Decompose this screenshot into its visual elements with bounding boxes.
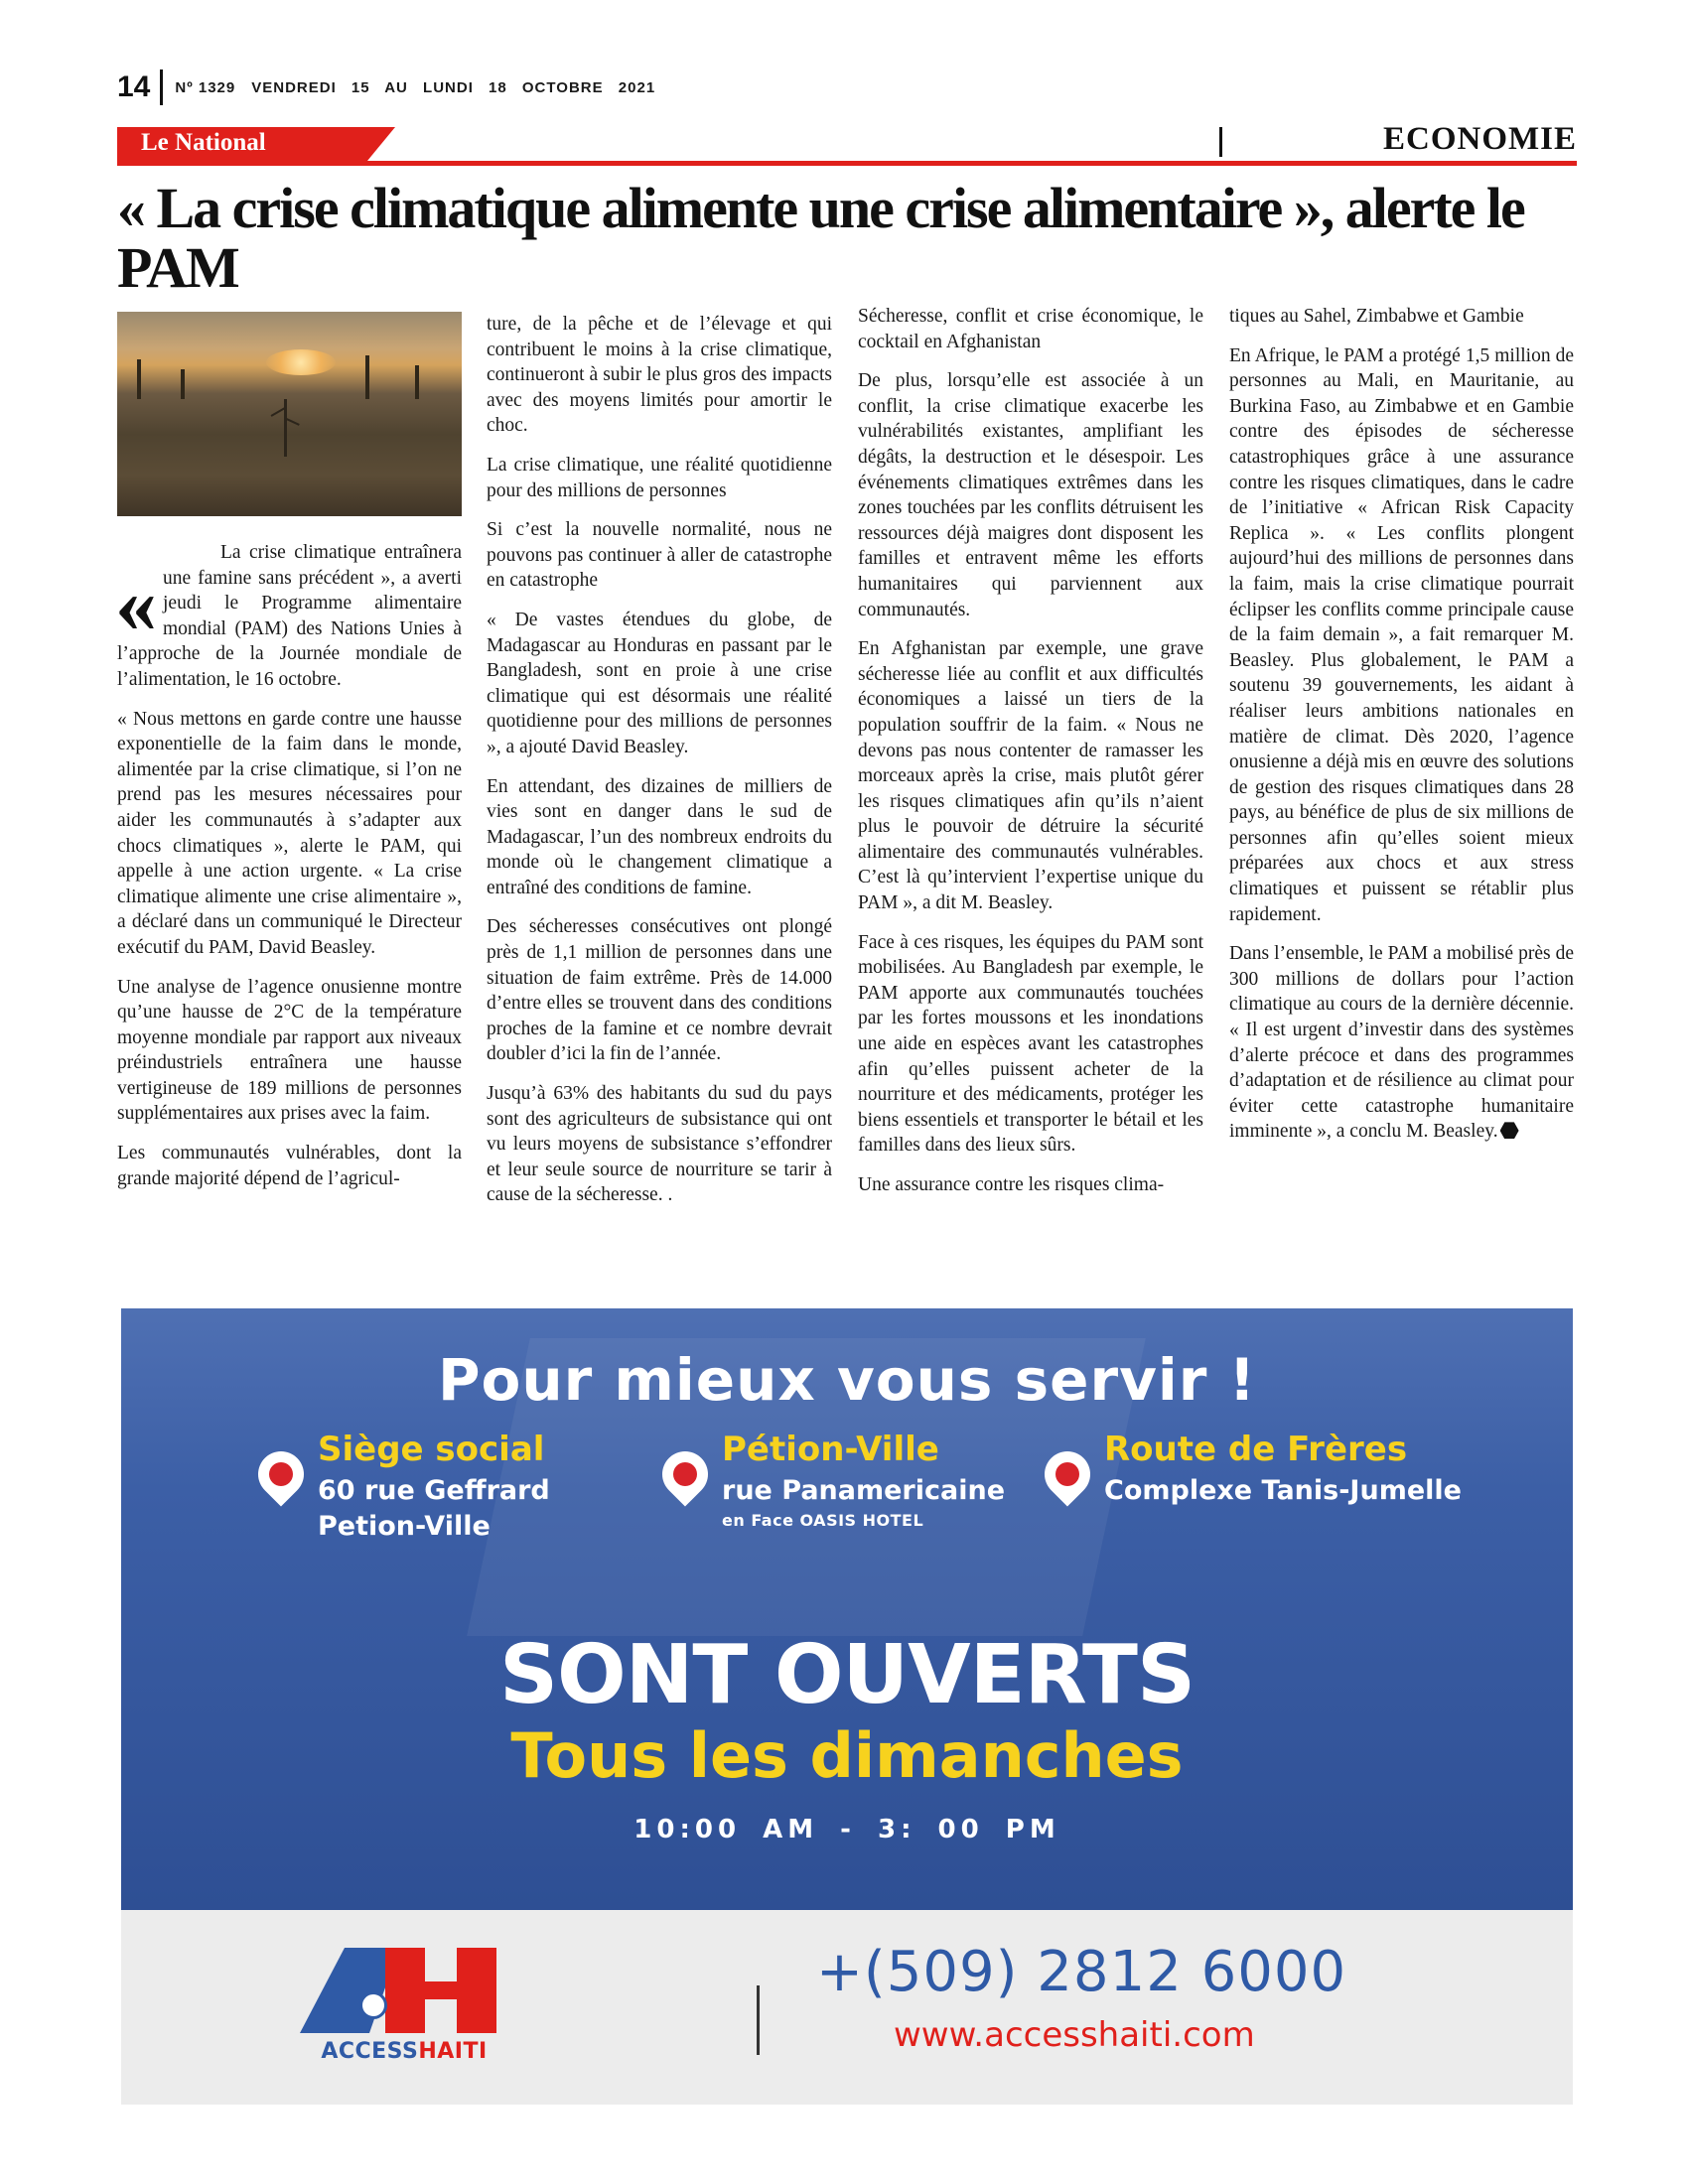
paragraph: En attendant, des dizaines de milliers de vies sont en danger dans le sud de Madagascar, l’un des nombreux endroits du monde où le changement climatique a entraîné des conditions de famine. (487, 775, 832, 898)
paragraph (1229, 941, 1574, 1145)
newspaper-brand: Le National (117, 127, 367, 161)
subheading: tiques au Sahel, Zimbabwe et Gambie (1229, 306, 1524, 327)
logo-word-haiti: HAITI (418, 2039, 488, 2064)
tree-silhouette (137, 359, 141, 399)
tree-silhouette (181, 369, 185, 399)
location-address: 60 rue Geffrard (318, 1475, 550, 1506)
paragraph: « Nous mettons en garde contre une hausse exponentielle de la faim dans le monde, alimentée par la crise climatique, si l’on ne prend pas les mesures nécessaires pour aider les communautés à s’adapter aux chocs climatiques », alerte le PAM, qui appelle à une action urgente. « La crise climatique alimente une crise alimentaire », a déclaré dans un communiqué le Directeur exécutif du PAM, David Beasley. (117, 708, 462, 958)
ad-open-hours: 10:00 AM - 3: 00 PM (633, 1815, 1060, 1844)
ad-title: Pour mieux vous servir ! (437, 1346, 1257, 1414)
article-lead (117, 540, 462, 693)
access-haiti-logo (290, 1948, 518, 2064)
logo-h-bar (385, 1981, 496, 1999)
section-divider (1219, 127, 1222, 157)
paragraph: Une analyse de l’agence onusienne montre qu’une hausse de 2°C de la température moyenne mondiale par rapport aux niveaux préindustriels entraînera une hausse vertigineuse de 189 millions de personnes supplémentaires aux prises avec la faim. (117, 976, 462, 1125)
ad-open-title: SONT OUVERTS (498, 1628, 1196, 1722)
section-name: ECONOMIE (1382, 121, 1577, 157)
issue-number: Nº 1329 (175, 78, 236, 96)
article-column-3 (858, 304, 1203, 1212)
map-pin-icon (1035, 1441, 1099, 1506)
location-note: en Face OASIS HOTEL (722, 1511, 924, 1530)
dry-sapling (284, 399, 287, 457)
logo-word-access: ACCESS (321, 2039, 419, 2064)
page-folio (117, 69, 655, 105)
location-name: Siège social (318, 1430, 545, 1469)
sunset-glow (266, 349, 336, 375)
location-address: Complexe Tanis-Jumelle (1104, 1475, 1462, 1506)
article-photo (117, 312, 462, 516)
globe-icon (359, 1991, 387, 2019)
subheading: Sécheresse, conflit et crise économique, le cocktail en Afghanistan (858, 306, 1203, 352)
subheading: La crise climatique, une réalité quotidienne pour des millions de personnes (487, 454, 832, 501)
paragraph: De plus, lorsqu’elle est associée à un conflit, la crise climatique exacerbe les vulnérabilités existantes, amplifiant les dégâts, la destruction et le désespoir. Les événements climatiques extrêmes dans les zones touchées par les conflits détruisent les ressources déjà maigres dont disposent les familles et entravent même les efforts humanitaires qui parviennent aux communautés. (858, 370, 1203, 620)
paragraph-text: Dans l’ensemble, le PAM a mobilisé près de 300 millions de dollars pour l’action climatique au cours de la dernière décennie. « Il est urgent d’investir dans des systèmes d’alerte précoce et dans des programmes d’adaptation et de résilience au climat pour éviter cette catastrophe humanitaire imminente », a conclu M. Beasley. (1229, 943, 1574, 1143)
article-column-1 (117, 312, 462, 1205)
location-city: Petion-Ville (318, 1511, 491, 1542)
paragraph: En Afghanistan par exemple, une grave sécheresse liée au conflit et aux difficultés économiques a laissé un tiers de la population souffrir de la faim. « Nous ne devons pas nous contenter de ramasser les morceaux après la crise, mais plutôt gérer les risques climatiques afin qu’ils n’aient plus le pouvoir de détruire la sécurité alimentaire des communautés vulnérables. C’est là qu’intervient l’expertise unique du PAM », a dit M. Beasley. (858, 638, 1203, 914)
location-address: rue Panamericaine (722, 1475, 1006, 1506)
paragraph: Les communautés vulnérables, dont la grande majorité dépend de l’agricul- (117, 1143, 462, 1189)
logo-a-shape (300, 1948, 399, 2033)
tree-silhouette (415, 365, 419, 399)
article-column-4 (1229, 304, 1574, 1159)
advertisement[interactable] (121, 1308, 1573, 2105)
map-pin-icon (652, 1441, 717, 1506)
ad-open-days: Tous les dimanches (510, 1719, 1184, 1792)
subheading: Une assurance contre les risques clima- (858, 1174, 1165, 1195)
issue-date: VENDREDI 15 AU LUNDI 18 OCTOBRE 2021 (251, 78, 656, 96)
location-name: Pétion-Ville (722, 1430, 939, 1469)
article-headline: « La crise climatique alimente une crise alimentaire », alerte le PAM (117, 176, 1524, 300)
tree-silhouette (365, 355, 369, 399)
paragraph: Si c’est la nouvelle normalité, nous ne pouvons pas continuer à aller de catastrophe en catastrophe (487, 519, 832, 592)
paragraph: « De vastes étendues du globe, de Madagascar au Honduras en passant par le Bangladesh, sont en proie à une crise climatique qui est désormais une réalité quotidienne pour des millions de personnes », a ajouté David Beasley. (487, 609, 832, 757)
ad-divider (757, 1985, 760, 2055)
logo-wordmark (290, 2039, 518, 2064)
red-rule (117, 161, 1577, 166)
website-link[interactable]: www.accesshaiti.com (894, 2015, 1255, 2055)
phone-number[interactable]: +(509) 2812 6000 (816, 1940, 1347, 2004)
masthead-band (117, 121, 1577, 167)
paragraph: Jusqu’à 63% des habitants du sud du pays sont des agriculteurs de subsistance qui ont vu leurs moyens de subsistance s’effondrer et leur seule source de nourriture se tarir à cause de la sécheresse. . (487, 1083, 832, 1206)
page-number: 14 (117, 70, 151, 103)
drop-quote-mark: « (115, 558, 157, 650)
article-column-2 (487, 312, 832, 1222)
end-of-article-icon (1500, 1122, 1519, 1139)
paragraph: ture, de la pêche et de l’élevage et qui contribuent le moins à la crise climatique, continueront à subir le plus gros des impacts avec des moyens limités pour amortir le choc. (487, 314, 832, 437)
paragraph: Des sécheresses consécutives ont plongé près de 1,1 million de personnes dans une situation de faim extrême. Près de 14.000 d’entre elles se trouvent dans des conditions proches de la famine et ce nombre devrait doubler d’ici la fin de l’année. (487, 916, 832, 1065)
map-pin-icon (248, 1441, 313, 1506)
paragraph: La crise climatique entraînera une famine sans précédent », a averti jeudi le Programme alimentaire mondial (PAM) des Nations Unies à l’approche de la Journée mondiale de l’alimentation, le 16 octobre. (117, 542, 462, 690)
folio-divider (160, 69, 163, 105)
paragraph: Face à ces risques, les équipes du PAM sont mobilisées. Au Bangladesh par exemple, le PAM apporte aux communautés touchées par les fortes moussons et les inondations une aide en espèces avant les catastrophes afin qu’elles puissent acheter de la nourriture et des médicaments, protéger les biens essentiels et transporter le bétail et les familles dans des lieux sûrs. (858, 931, 1203, 1157)
ad-blue-panel (121, 1308, 1573, 1910)
location-name: Route de Frères (1104, 1430, 1408, 1469)
ad-contact-panel (121, 1910, 1573, 2105)
paragraph: En Afrique, le PAM a protégé 1,5 million de personnes au Mali, en Mauritanie, au Burkina Faso, au Zimbabwe et en Gambie contre des épisodes de sécheresse catastrophiques grâce à une assurance contre les risques climatiques, dans le cadre de l’initiative « African Risk Capacity Replica ». « Les conflits plongent aujourd’hui des millions de personnes dans la faim, mais la crise climatique pourrait éclipser les conflits comme principale cause de la faim demain », a fait remarquer M. Beasley. Plus globalement, le PAM a soutenu 39 gouvernements, les aidant à réaliser leurs ambitions nationales en matière de climat. Dès 2020, l’agence onusienne a déjà mis en œuvre des solutions de gestion des risques climatiques dans 28 pays, au bénéfice de plus de six millions de personnes afin qu’elles soient mieux préparées aux chocs et aux stress climatiques et puissent se rétablir plus rapidement. (1229, 344, 1574, 925)
